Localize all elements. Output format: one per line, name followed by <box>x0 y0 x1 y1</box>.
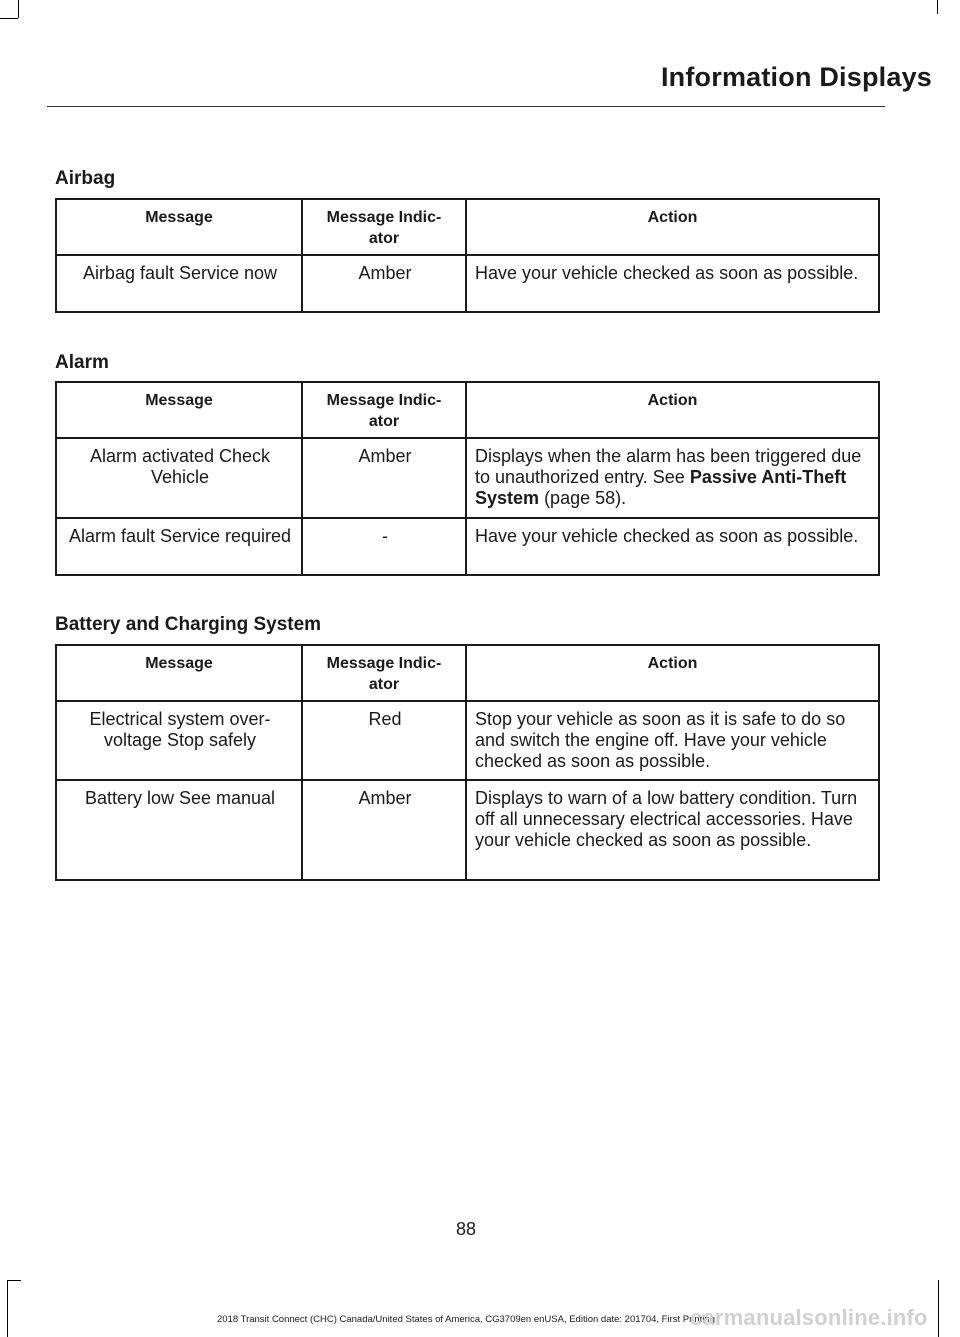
action-cell: Have your vehicle checked as soon as possible. <box>466 255 879 312</box>
crop-mark <box>18 0 19 18</box>
message-cell: Alarm activated Check Vehicle <box>56 438 302 518</box>
message-cell: Airbag fault Service now <box>56 255 302 312</box>
column-header-action: Action <box>466 199 879 255</box>
section-heading-alarm: Alarm <box>55 352 109 373</box>
action-cell: Displays when the alarm has been triggered due to unauthorized entry. See Passive Anti-Theft System (page 58). <box>466 438 879 518</box>
crop-mark <box>0 18 18 19</box>
page-title: Information Displays <box>660 62 932 92</box>
watermark: carmanualsonline.info <box>690 1305 928 1330</box>
cross-reference-link[interactable]: Passive Anti-Theft System <box>475 467 847 508</box>
action-cell: Stop your vehicle as soon as it is safe to do so and switch the engine off. Have your vehicle checked as soon as possible. <box>466 701 879 780</box>
table-row <box>56 701 879 780</box>
message-cell: Alarm fault Service required <box>56 518 302 575</box>
indicator-cell: Amber <box>302 255 466 312</box>
table-header-row <box>56 199 879 255</box>
crop-mark <box>7 1280 21 1281</box>
crop-mark <box>937 0 938 14</box>
table-row <box>56 518 879 575</box>
indicator-cell: Amber <box>302 780 466 880</box>
message-cell: Battery low See manual <box>56 780 302 880</box>
table-header-row <box>56 645 879 701</box>
battery-table <box>55 644 880 881</box>
crop-mark <box>7 1280 8 1337</box>
table-header-row <box>56 382 879 438</box>
page-number: 88 <box>455 1219 477 1239</box>
footer-text: 2018 Transit Connect (CHC) Canada/United States of America, CG3709en enUSA, Edition date: 201704, First Printing <box>217 1314 715 1325</box>
indicator-cell: Red <box>302 701 466 780</box>
column-header-action: Action <box>466 645 879 701</box>
table-row <box>56 780 879 880</box>
indicator-cell: Amber <box>302 438 466 518</box>
cross-reference-page: (page 58) <box>544 488 622 508</box>
message-cell: Electrical system over-voltage Stop safely <box>56 701 302 780</box>
section-heading-battery: Battery and Charging System <box>55 614 322 635</box>
action-cell: Displays to warn of a low battery condition. Turn off all unnecessary electrical accessories. Have your vehicle checked as soon as possible. <box>466 780 879 880</box>
airbag-table <box>55 198 880 313</box>
alarm-table <box>55 381 880 576</box>
action-cell: Have your vehicle checked as soon as possible. <box>466 518 879 575</box>
column-header-message: Message <box>56 382 302 438</box>
table-row <box>56 438 879 518</box>
table-row <box>56 255 879 312</box>
header-divider <box>47 106 885 107</box>
column-header-indicator: Message Indic- ator <box>302 645 466 701</box>
indicator-cell: - <box>302 518 466 575</box>
section-heading-airbag: Airbag <box>55 168 116 189</box>
column-header-message: Message <box>56 199 302 255</box>
column-header-message: Message <box>56 645 302 701</box>
column-header-action: Action <box>466 382 879 438</box>
column-header-indicator: Message Indic- ator <box>302 382 466 438</box>
column-header-indicator: Message Indic- ator <box>302 199 466 255</box>
